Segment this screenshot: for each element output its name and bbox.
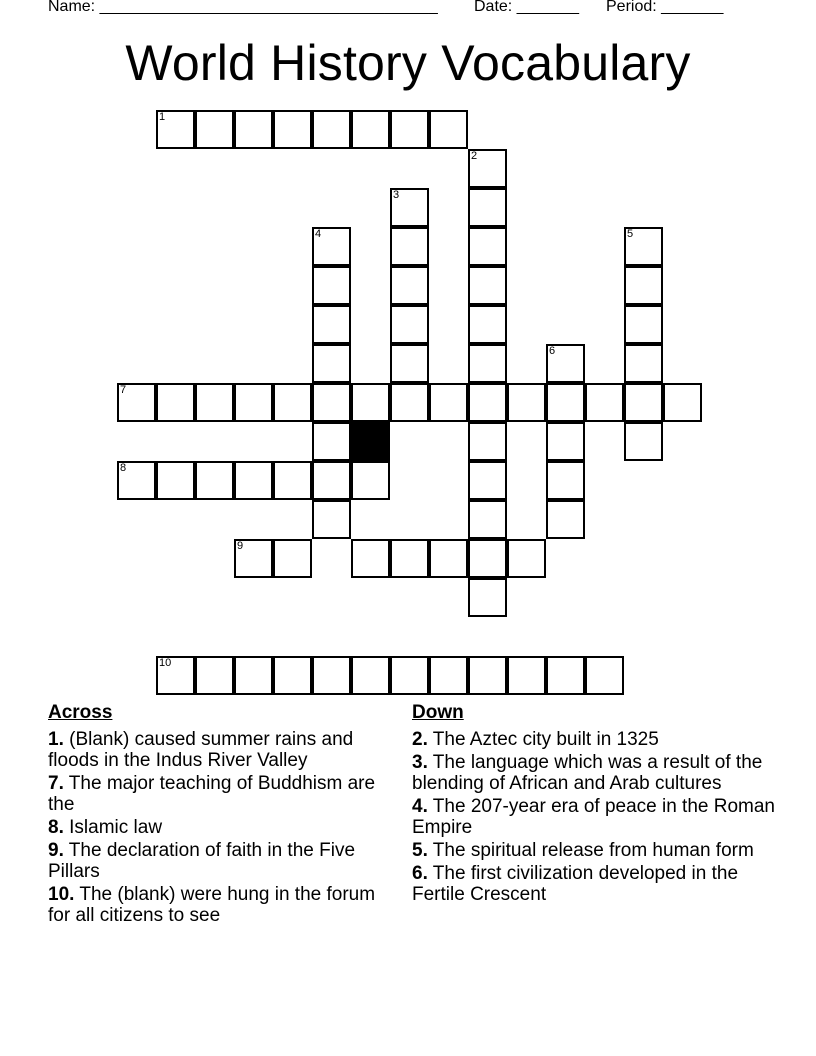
clue-number-label: 6 xyxy=(549,345,556,357)
clue-number-label: 2 xyxy=(471,150,478,162)
crossword-cell[interactable] xyxy=(390,110,429,149)
crossword-cell[interactable] xyxy=(312,461,351,500)
crossword-cell[interactable] xyxy=(312,500,351,539)
clue-number: 10. xyxy=(48,884,75,905)
crossword-cell[interactable] xyxy=(390,305,429,344)
crossword-cell[interactable] xyxy=(312,305,351,344)
crossword-cell[interactable] xyxy=(546,344,585,383)
page-title: World History Vocabulary xyxy=(125,35,691,91)
crossword-cell[interactable] xyxy=(507,539,546,578)
across-heading: Across xyxy=(48,702,113,723)
crossword-cell[interactable] xyxy=(273,110,312,149)
crossword-cell[interactable] xyxy=(312,383,351,422)
crossword-cell[interactable] xyxy=(390,344,429,383)
crossword-cell[interactable] xyxy=(468,305,507,344)
clue-text: Islamic law xyxy=(63,817,163,838)
down-clue xyxy=(412,729,782,750)
clue-text: (Blank) caused summer rains and floods in the Indus River Valley xyxy=(48,729,354,771)
crossword-cell[interactable] xyxy=(156,461,195,500)
crossword-cell[interactable] xyxy=(468,539,507,578)
across-clues xyxy=(48,702,398,928)
crossword-cell[interactable] xyxy=(234,539,273,578)
crossword-cell[interactable] xyxy=(468,500,507,539)
clue-text: The 207-year era of peace in the Roman Empire xyxy=(412,796,775,838)
crossword-cell[interactable] xyxy=(156,383,195,422)
across-clue xyxy=(48,773,398,815)
down-clue xyxy=(412,863,782,905)
crossword-cell[interactable] xyxy=(234,383,273,422)
clue-number: 4. xyxy=(412,796,428,817)
crossword-cell[interactable] xyxy=(429,539,468,578)
crossword-cell[interactable] xyxy=(429,656,468,695)
crossword-cell[interactable] xyxy=(429,383,468,422)
crossword-cell[interactable] xyxy=(468,266,507,305)
crossword-cell[interactable] xyxy=(273,461,312,500)
clue-number-label: 8 xyxy=(120,462,127,474)
crossword-cell[interactable] xyxy=(234,461,273,500)
across-clue xyxy=(48,729,398,771)
crossword-cell[interactable] xyxy=(312,266,351,305)
crossword-cell[interactable] xyxy=(585,656,624,695)
down-clue xyxy=(412,796,782,838)
clue-number-label: 9 xyxy=(237,540,244,552)
crossword-cell[interactable] xyxy=(546,383,585,422)
crossword-cell[interactable] xyxy=(624,383,663,422)
crossword-cell[interactable] xyxy=(234,110,273,149)
crossword-cell[interactable] xyxy=(507,656,546,695)
crossword-cell[interactable] xyxy=(546,461,585,500)
clue-number-label: 7 xyxy=(120,384,127,396)
crossword-cell[interactable] xyxy=(195,656,234,695)
clue-number: 1. xyxy=(48,729,64,750)
crossword-cell[interactable] xyxy=(624,227,663,266)
clue-number-label: 1 xyxy=(159,111,166,123)
across-clue xyxy=(48,840,398,882)
crossword-cell[interactable] xyxy=(312,656,351,695)
crossword-cell[interactable] xyxy=(468,656,507,695)
down-clue xyxy=(412,752,782,794)
crossword-cell[interactable] xyxy=(546,422,585,461)
crossword-cell[interactable] xyxy=(468,578,507,617)
crossword-cell[interactable] xyxy=(390,539,429,578)
crossword-cell[interactable] xyxy=(507,383,546,422)
clue-number: 9. xyxy=(48,840,64,861)
crossword-cell[interactable] xyxy=(624,305,663,344)
period-field[interactable]: Period: _______ xyxy=(606,0,724,15)
crossword-cell[interactable] xyxy=(624,266,663,305)
clue-text: The first civilization developed in the Fertile Crescent xyxy=(412,863,739,905)
crossword-cell[interactable] xyxy=(663,383,702,422)
crossword-cell[interactable] xyxy=(390,227,429,266)
crossword-cell[interactable] xyxy=(273,539,312,578)
crossword-cell[interactable] xyxy=(351,656,390,695)
crossword-cell[interactable] xyxy=(390,266,429,305)
crossword-cell[interactable] xyxy=(156,656,195,695)
clue-number: 2. xyxy=(412,729,428,750)
crossword-cell[interactable] xyxy=(195,110,234,149)
crossword-cell[interactable] xyxy=(624,422,663,461)
clue-text: The (blank) were hung in the forum for all citizens to see xyxy=(48,884,376,926)
crossword-cell[interactable] xyxy=(546,500,585,539)
clue-number-label: 5 xyxy=(627,228,634,240)
crossword-cell[interactable] xyxy=(468,149,507,188)
crossword-cell[interactable] xyxy=(312,344,351,383)
clue-number: 8. xyxy=(48,817,64,838)
down-clue xyxy=(412,840,782,861)
crossword-cell[interactable] xyxy=(351,110,390,149)
clue-number-label: 4 xyxy=(315,228,322,240)
crossword-cell[interactable] xyxy=(468,227,507,266)
clue-number: 5. xyxy=(412,840,428,861)
date-field[interactable]: Date: _______ xyxy=(474,0,579,15)
crossword-cell[interactable] xyxy=(468,344,507,383)
crossword-cell[interactable] xyxy=(351,539,390,578)
black-square xyxy=(351,422,390,461)
clue-number: 3. xyxy=(412,752,428,773)
crossword-cell[interactable] xyxy=(195,383,234,422)
clue-text: The major teaching of Buddhism are the xyxy=(48,773,376,815)
crossword-cell[interactable] xyxy=(234,656,273,695)
clue-number-label: 10 xyxy=(159,657,172,669)
crossword-cell[interactable] xyxy=(312,110,351,149)
crossword-cell[interactable] xyxy=(156,110,195,149)
clue-number: 7. xyxy=(48,773,64,794)
crossword-cell[interactable] xyxy=(390,188,429,227)
crossword-cell[interactable] xyxy=(468,188,507,227)
crossword-cell[interactable] xyxy=(390,656,429,695)
clue-number: 6. xyxy=(412,863,428,884)
crossword-cell[interactable] xyxy=(546,656,585,695)
crossword-cell[interactable] xyxy=(117,383,156,422)
across-clue xyxy=(48,884,398,926)
crossword-cell[interactable] xyxy=(468,422,507,461)
crossword-cell[interactable] xyxy=(351,383,390,422)
crossword-cell[interactable] xyxy=(624,344,663,383)
across-clue xyxy=(48,817,398,838)
crossword-cell[interactable] xyxy=(468,383,507,422)
crossword-cell[interactable] xyxy=(273,656,312,695)
crossword-cell[interactable] xyxy=(351,461,390,500)
clue-number-label: 3 xyxy=(393,189,400,201)
crossword-cell[interactable] xyxy=(117,461,156,500)
crossword-cell[interactable] xyxy=(312,422,351,461)
crossword-cell[interactable] xyxy=(390,383,429,422)
clue-text: The Aztec city built in 1325 xyxy=(427,729,659,750)
crossword-cell[interactable] xyxy=(468,461,507,500)
name-field[interactable]: Name: ______________________________________ xyxy=(48,0,438,15)
clue-text: The language which was a result of the blending of African and Arab cultures xyxy=(412,752,763,794)
clue-text: The spiritual release from human form xyxy=(427,840,754,861)
crossword-cell[interactable] xyxy=(312,227,351,266)
crossword-cell[interactable] xyxy=(585,383,624,422)
down-heading: Down xyxy=(412,702,464,723)
crossword-cell[interactable] xyxy=(195,461,234,500)
down-clues xyxy=(412,702,782,907)
crossword-cell[interactable] xyxy=(429,110,468,149)
clue-text: The declaration of faith in the Five Pillars xyxy=(48,840,356,882)
crossword-cell[interactable] xyxy=(273,383,312,422)
